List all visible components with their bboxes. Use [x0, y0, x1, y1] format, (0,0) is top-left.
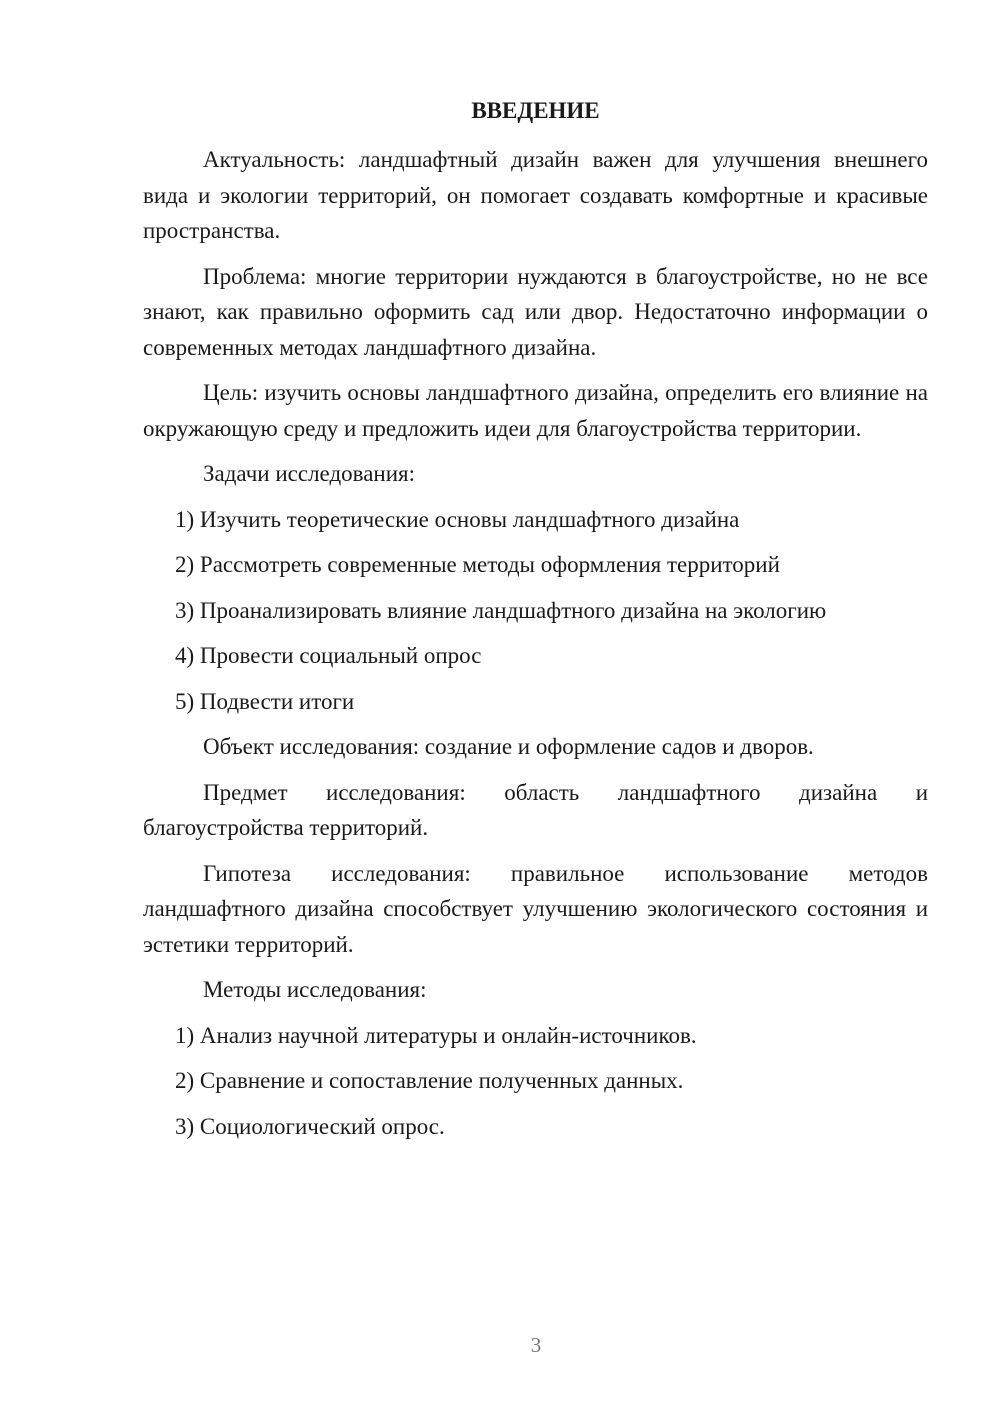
- tasks-heading: Задачи исследования:: [203, 461, 416, 486]
- paragraph-hypothesis: Гипотеза исследования: правильное использование методов ландшафтного дизайна способствует улучшению экологического состояния и эстетики территорий.: [143, 860, 928, 957]
- page-title: ВВЕДЕНИЕ: [471, 98, 600, 123]
- document-body: [143, 142, 928, 1154]
- list-item-method-3: 3) Социологический опрос.: [175, 1113, 445, 1139]
- methods-list: [143, 1018, 928, 1145]
- paragraph-subject: Предмет исследования: область ландшафтного дизайна и благоустройства территорий.: [143, 779, 928, 840]
- list-item-method-1: 1) Анализ научной литературы и онлайн-источников.: [175, 1022, 697, 1048]
- page-number: 3: [530, 1333, 542, 1357]
- list-item-task-1: 1) Изучить теоретические основы ландшафтного дизайна: [175, 506, 740, 532]
- paragraph-object: Объект исследования: создание и оформление садов и дворов.: [203, 734, 814, 759]
- paragraph-problem: Проблема: многие территории нуждаются в благоустройстве, но не все знают, как правильно оформить сад или двор. Недостаточно информации о современных методах ландшафтного дизайна.: [143, 263, 928, 360]
- list-item-task-4: 4) Провести социальный опрос: [175, 643, 482, 668]
- paragraph-goal: Цель: изучить основы ландшафтного дизайна, определить его влияние на окружающую среду и предложить идеи для благоустройства территории.: [143, 380, 928, 441]
- list-item-task-2: 2) Рассмотреть современные методы оформления территорий: [175, 552, 780, 577]
- list-item-task-5: 5) Подвести итоги: [175, 688, 355, 714]
- paragraph-relevance: Актуальность: ландшафтный дизайн важен для улучшения внешнего вида и экологии территорий, он помогает создавать комфортные и красивые пространства.: [143, 147, 928, 243]
- list-item-task-3: 3) Проанализировать влияние ландшафтного дизайна на экологию: [175, 597, 827, 623]
- tasks-list: [143, 502, 928, 720]
- methods-heading: Методы исследования:: [203, 977, 427, 1002]
- list-item-method-2: 2) Сравнение и сопоставление полученных данных.: [175, 1068, 684, 1093]
